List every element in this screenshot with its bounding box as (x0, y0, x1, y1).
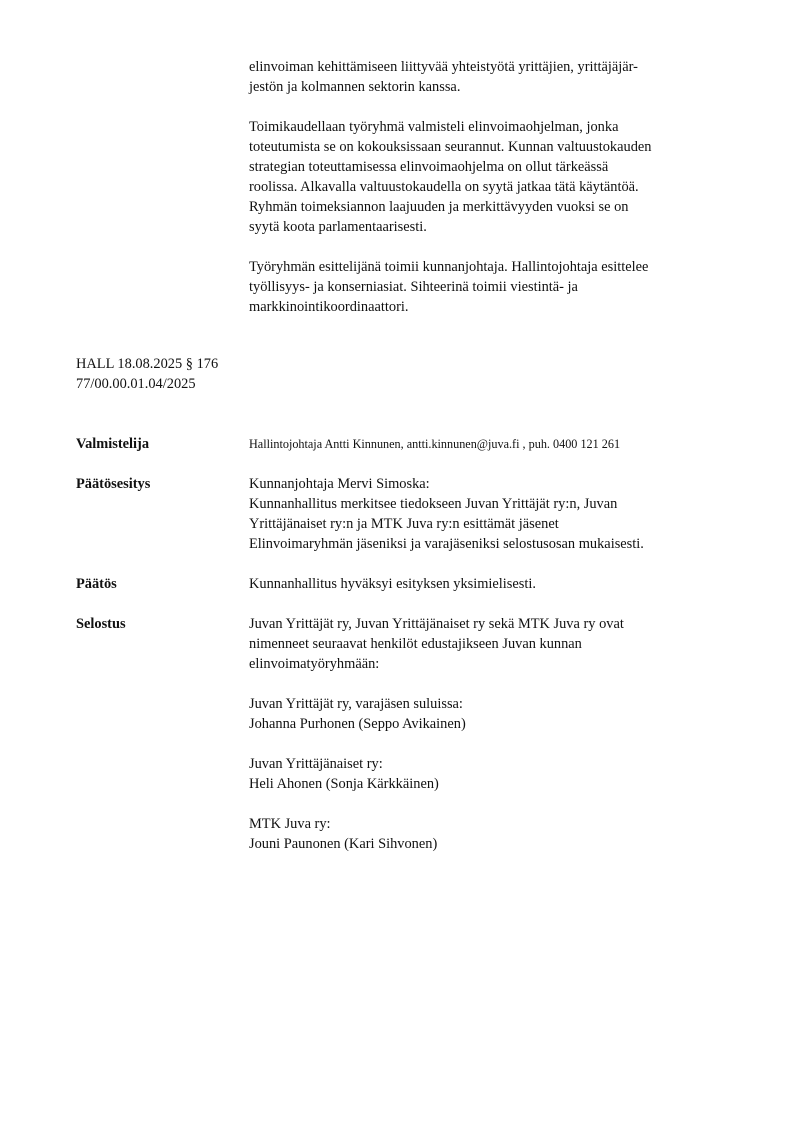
member-group (249, 814, 749, 854)
decision-text (249, 574, 749, 594)
term-line: Ryhmän toimeksiannon laajuuden ja merkittävyyden vuoksi se on (249, 199, 629, 215)
intro-paragraph (249, 57, 749, 97)
member-name: Heli Ahonen (Sonja Kärkkäinen) (249, 776, 439, 792)
proposal-line: Kunnanjohtaja Mervi Simoska: (249, 476, 430, 492)
meeting-reference (76, 354, 218, 394)
explanation-line: elinvoimatyöryhmään: (249, 656, 380, 672)
proposal-label: Päätösesitys (76, 476, 151, 492)
presenter-line: Työryhmän esittelijänä toimii kunnanjohtaja. Hallintojohtaja esittelee (249, 259, 649, 275)
explanation-label: Selostus (76, 616, 126, 632)
proposal-line: Kunnanhallitus merkitsee tiedokseen Juvan Yrittäjät ry:n, Juvan (249, 496, 618, 512)
term-paragraph (249, 117, 749, 237)
organization-name: MTK Juva ry: (249, 816, 331, 832)
explanation-text (249, 614, 749, 674)
intro-line: elinvoiman kehittämiseen liittyvää yhteistyötä yrittäjien, yrittäjäjär- (249, 59, 638, 75)
decision-label: Päätös (76, 576, 117, 592)
organization-name: Juvan Yrittäjät ry, varajäsen suluissa: (249, 696, 463, 712)
presenter-line: markkinointikoordinaattori. (249, 299, 409, 315)
meeting-reference-line: HALL 18.08.2025 § 176 (76, 356, 219, 372)
proposal-text (249, 474, 749, 554)
organization-name: Juvan Yrittäjänaiset ry: (249, 756, 383, 772)
explanation-line: Juvan Yrittäjät ry, Juvan Yrittäjänaiset ry sekä MTK Juva ry ovat (249, 616, 624, 632)
intro-line: jestön ja kolmannen sektorin kanssa. (249, 79, 461, 95)
member-name: Johanna Purhonen (Seppo Avikainen) (249, 716, 466, 732)
member-name: Jouni Paunonen (Kari Sihvonen) (249, 836, 438, 852)
decision-line: Kunnanhallitus hyväksyi esityksen yksimielisesti. (249, 576, 536, 592)
member-group (249, 694, 749, 734)
member-group (249, 754, 749, 794)
explanation-line: nimenneet seuraavat henkilöt edustajikseen Juvan kunnan (249, 636, 582, 652)
presenter-line: työllisyys- ja konserniasiat. Sihteerinä toimii viestintä- ja (249, 279, 578, 295)
preparer-line: Hallintojohtaja Antti Kinnunen, antti.kinnunen@juva.fi , puh. 0400 121 261 (249, 437, 621, 451)
diary-number: 77/00.00.01.04/2025 (76, 376, 196, 392)
presenter-paragraph (249, 257, 749, 317)
term-line: roolissa. Alkavalla valtuustokaudella on syytä jatkaa tätä käytäntöä. (249, 179, 639, 195)
term-line: toteutumista se on kokouksissaan seurannut. Kunnan valtuustokauden (249, 139, 652, 155)
proposal-line: Yrittäjänaiset ry:n ja MTK Juva ry:n esittämät jäsenet (249, 516, 559, 532)
term-line: Toimikaudellaan työryhmä valmisteli elinvoimaohjelman, jonka (249, 119, 619, 135)
preparer-text (249, 434, 749, 454)
term-line: strategian toteuttamisessa elinvoimaohjelma on ollut tärkeässä (249, 159, 609, 175)
proposal-line: Elinvoimaryhmän jäseniksi ja varajäseniksi selostusosan mukaisesti. (249, 536, 644, 552)
preparer-label: Valmistelija (76, 436, 150, 452)
term-line: syytä koota parlamentaarisesti. (249, 219, 427, 235)
